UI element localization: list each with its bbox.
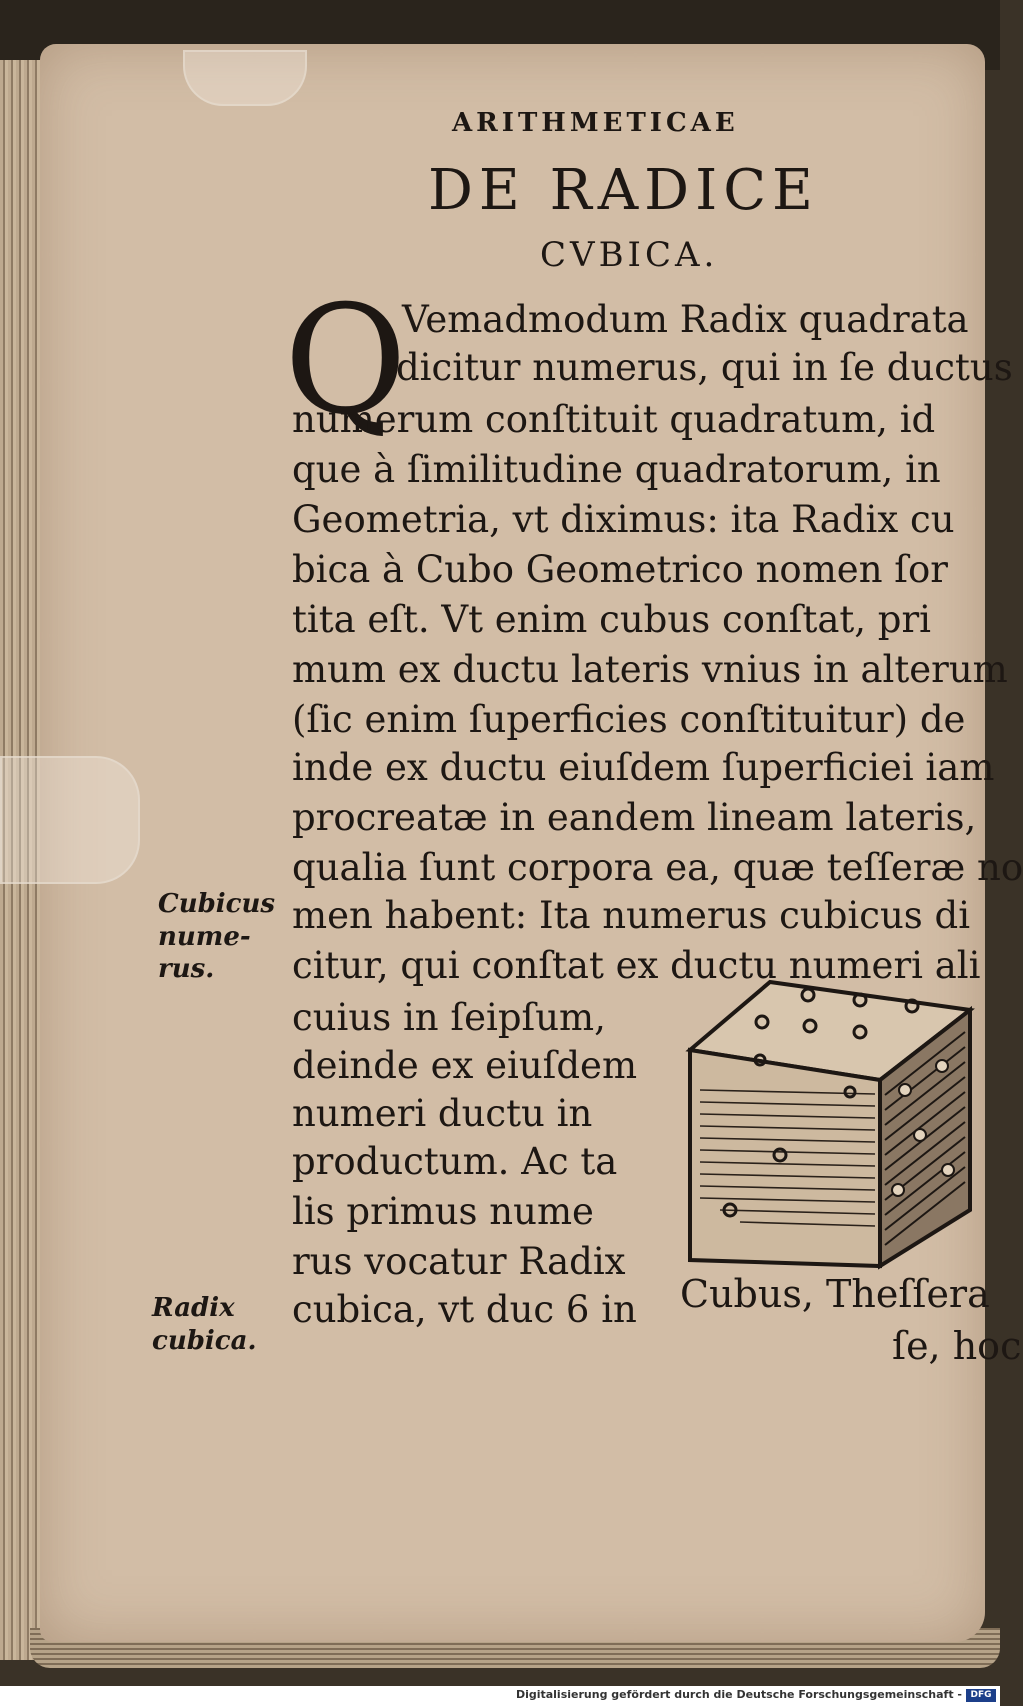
body-line: qualia ſunt corpora ea, quæ teſſeræ no [292, 846, 1023, 889]
body-line: tita eſt. Vt enim cubus conſtat, pri [292, 598, 931, 641]
body-line: rus vocatur Radix [292, 1240, 626, 1283]
body-line: men habent: Ita numerus cubicus di [292, 894, 971, 937]
body-line: procreatæ in eandem lineam lateris, [292, 796, 977, 839]
margin-note-line: Radix [152, 1293, 235, 1323]
page-clip-side [0, 756, 140, 884]
margin-note-line: nume- [158, 921, 251, 952]
margin-note-line: rus. [158, 954, 215, 984]
body-line: numerum conſtituit quadratum, id [292, 398, 936, 441]
body-line: que à ſimilitudine quadratorum, in [292, 448, 941, 491]
page-clip-top [183, 50, 307, 106]
body-line: inde ex ductu eiuſdem ſuperficiei iam [292, 746, 995, 789]
body-line: citur, qui conſtat ex ductu numeri ali [292, 944, 981, 987]
figure-caption-line: Cubus, Theſſera [680, 1272, 990, 1316]
running-head: ARITHMETICAE [452, 108, 739, 138]
margin-note-cubicus [158, 888, 275, 986]
footer-credit: Digitalisierung gefördert durch die Deutsche Forschungsgemeinschaft - [515, 1688, 962, 1701]
page-title: DE RADICE [428, 158, 819, 223]
figure-caption-line: ſe, hoc [892, 1324, 1022, 1368]
cube-woodcut-illustration [680, 970, 980, 1270]
body-line: Geometria, vt diximus: ita Radix cu [292, 498, 955, 541]
body-line: bica à Cubo Geometrico nomen ſor [292, 548, 948, 591]
body-line: productum. Ac ta [292, 1140, 618, 1183]
margin-note-line: Cubicus [158, 889, 276, 919]
body-line: dicitur numerus, qui in ſe ductus [396, 346, 1013, 389]
page-subtitle: CVBICA. [540, 235, 719, 275]
body-line: lis primus nume [292, 1190, 594, 1233]
dfg-logo: DFG [966, 1689, 996, 1702]
body-line: deinde ex eiuſdem [292, 1044, 638, 1087]
body-line: cubica, vt duc 6 in [292, 1288, 637, 1331]
margin-note-radix [152, 1292, 257, 1357]
body-line: numeri ductu in [292, 1092, 593, 1135]
body-line: Vemadmodum Radix quadrata [402, 298, 969, 341]
margin-note-line: cubica. [152, 1325, 257, 1356]
body-line: cuius in ſeipſum, [292, 996, 606, 1039]
book-page [40, 44, 985, 1642]
body-line: (ſic enim ſuperficies conſtituitur) de [292, 698, 966, 741]
drop-cap: Q [284, 274, 407, 448]
body-line: mum ex ductu lateris vnius in alterum [292, 648, 1008, 691]
